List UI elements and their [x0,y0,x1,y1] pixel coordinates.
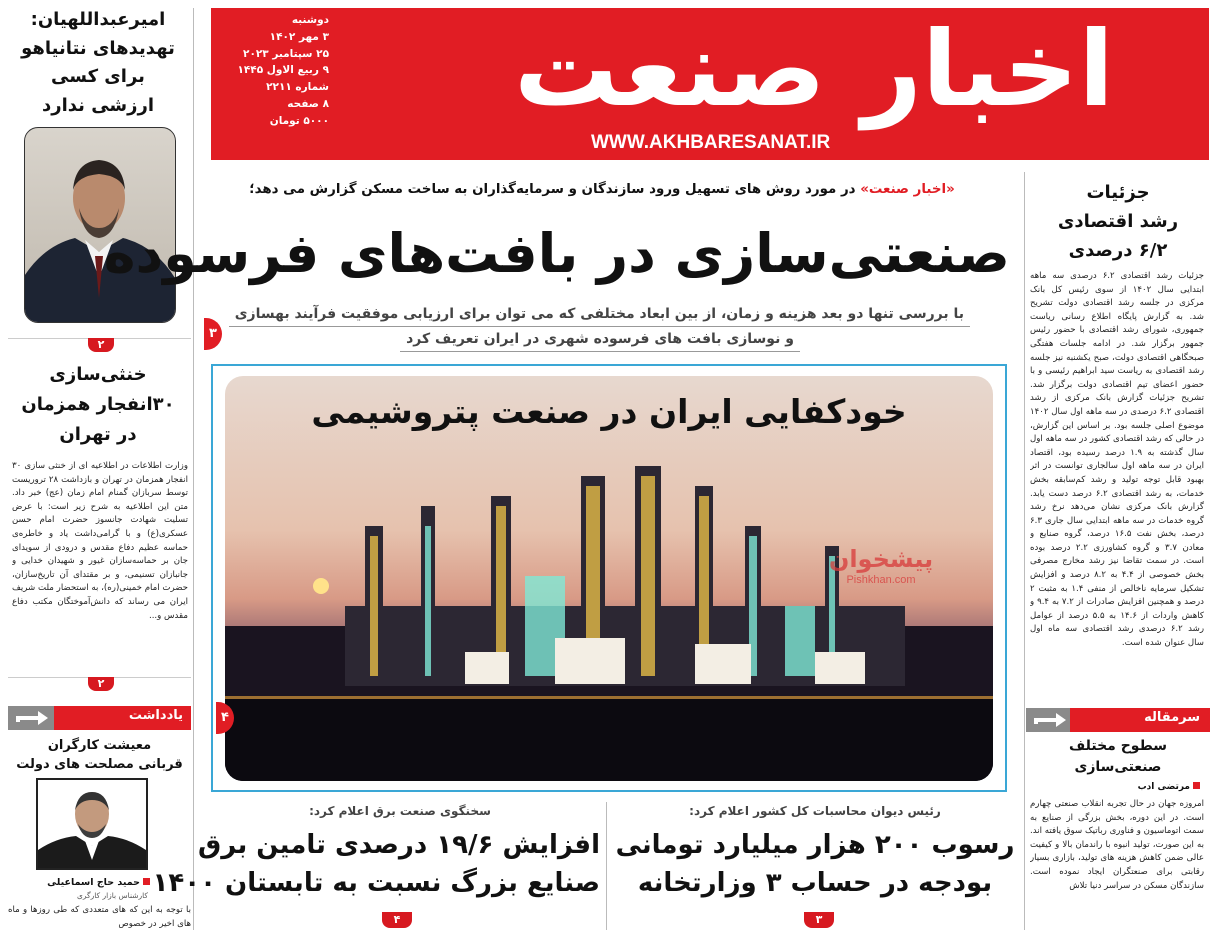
author-marker-icon [1193,782,1200,789]
note-title[interactable] [8,736,191,776]
bottom-left-page-badge[interactable]: ۴ [382,912,412,928]
left-top-title-line: امیرعبداللهیان: [30,9,166,30]
masthead-website: WWW.AKHBARESANAT.IR [591,132,831,153]
left-mid-title-line: در تهران [59,424,137,445]
left-top-page-badge[interactable]: ۲ [88,338,114,352]
bottom-left-headline-line: افزایش ۱۹/۶ درصدی تامین برق [198,830,600,860]
editorial-body: امروزه جهان در حال تجربه انقلاب صنعتی چهارم است. در این دوره، بخش بزرگی از صنایع به سمت اتوماسیون و فناوری رباتیک سوق یافته اند. به این صورت، تولید انبوه با راندمان بالا و کیفیت عالی ضمن کاهش هزینه های تولید، بازاری بسیار رقابتی برای صنعتگران ایجاد نموده است. سازندگان مسکن در سراسر دنیا تلاش [1030,799,1204,891]
left-mid-title-line: خنثی‌سازی [49,364,147,385]
watermark-text: پیشخوان [828,545,934,573]
author-marker-icon [143,878,150,885]
right-top-title-line: ۶/۲ درصدی [1068,240,1168,261]
left-top-title-line: تهدیدهای نتانیاهو [21,37,175,59]
issue-date-gregorian: ۲۵ سپتامبر ۲۰۲۳ [243,47,329,60]
masthead-logo: اخبار صنعت [514,8,1114,130]
arrow-icon [8,706,54,730]
author-photo [36,778,148,870]
arrow-icon [1026,708,1070,732]
editorial-section-bar [1026,708,1210,732]
main-subhead-line: و نوسازی بافت های فرسوده شهری در ایران تعریف کرد [400,327,800,352]
editorial-title-line: سطوح مختلف [1068,738,1167,754]
bottom-right-page-badge[interactable]: ۳ [804,912,834,928]
left-mid-body: وزارت اطلاعات در اطلاعیه ای از خنثی سازی ۳۰ انفجار همزمان در تهران و بازداشت ۲۸ تروریست توسط سربازان گمنام امام زمان (عج) خبر داد. متن این اطلاعیه به شرح زیر است: با عرض تسلیت شهادت جانسوز حضرت امام حسن عسکری(ع) و با گرامی‌داشت یاد و خاطره‌ی حماسه عظیم دفاع مقدس و درودی از سویدای جان بر حماسه‌سازان غیور و شهیدان خدایی و جانبازان تسنیمی، و بر مقتدای آن تاریخ‌سازان، حضرت امام خمینی(ره)، به استحضار ملت شریف ایران می رساند که دانش‌آموختگان مکتب دفاع مقدس و... [12,461,188,621]
bottom-right-headline-line: رسوب ۲۰۰ هزار میلیارد تومانی [615,830,1015,860]
bottom-right-headline-line: بودجه در حساب ۳ وزارتخانه [637,868,993,898]
masthead [211,8,1209,160]
main-subhead-line: با بررسی تنها دو بعد هزینه و زمان، از بین ابعاد مختلفی که می توان برای ارزیابی موفقیت فرآیند بهسازی [229,302,970,327]
issue-day: دوشنبه [291,14,329,26]
photo-story-page-badge[interactable]: ۴ [216,702,234,734]
main-subhead [230,302,970,354]
note-author [40,877,150,891]
issue-date-jalali: ۳ مهر ۱۴۰۲ [269,30,329,43]
bottom-left-headline[interactable] [152,826,600,906]
note-author-name: حمید حاج اسماعیلی [47,877,140,888]
watermark [821,544,941,604]
note-title-line: قربانی مصلحت های دولت [16,757,183,772]
main-story-page-badge[interactable]: ۳ [204,318,222,350]
bottom-left-kicker: سخنگوی صنعت برق اعلام کرد: [309,804,491,818]
bottom-left-headline-line: صنایع بزرگ نسبت به تابستان ۱۴۰۰ [152,868,600,898]
main-kicker [222,182,982,204]
editorial-title[interactable] [1028,736,1208,780]
photo-story-headline: خودکفایی ایران در صنعت پتروشیمی [311,392,907,431]
issue-date-hijri: ۹ ربیع الاول ۱۴۴۵ [237,64,329,77]
right-top-title[interactable] [1028,178,1208,268]
left-mid-title[interactable] [8,360,188,450]
editorial-author-name: مرتضی ادب [1137,782,1190,792]
left-mid-page-badge[interactable]: ۲ [88,677,114,691]
note-author-role: کارشناس بازار کارگری [77,891,148,900]
watermark-url: Pishkhan.com [846,574,916,586]
right-top-title-line: رشد اقتصادی [1057,211,1179,232]
note-body: با توجه به این که های متعددی که طی روزها و ماه های اخیر در خصوص [8,905,191,929]
left-mid-title-line: ۳۰انفجار همزمان [21,394,175,415]
left-top-title-line: برای کسی [51,66,145,87]
note-section-bar [8,706,191,730]
bottom-right-kicker: رئیس دیوان محاسبات کل کشور اعلام کرد: [689,804,941,818]
issue-number: شماره ۲۲۱۱ [266,81,329,94]
main-headline[interactable]: صنعتی‌سازی در بافت‌های فرسوده [103,222,1010,285]
right-top-title-line: جزئیات [1086,182,1150,203]
issue-info [217,12,329,158]
editorial-title-line: صنعتی‌سازی [1074,759,1162,775]
editorial-author [1100,782,1200,796]
right-top-body: جزئیات رشد اقتصادی ۶.۲ درصدی سه ماهه ابتدایی سال ۱۴۰۲ از سوی رئیس کل بانک مرکزی در جلسه رشد اقتصادی دولت تشریح شد. به گزارش پایگاه اطلاع رسانی ریاست جمهوری، شورای رشد اقتصادی با حضور رئیس جمهور برگزار شد. در ادامه جلسات هفتگی صبحگاهی اقتصادی دولت، صبح یکشنبه نیز جلسه رشد اقتصادی به ریاست سید ابراهیم رئیسی و با حضور اعضای تیم اقتصادی دولت برگزار شد. تشریح جزئیات گزارش بانک مرکزی از رشد اقتصادی ۶.۲ درصدی در سه ماهه اول سال ۱۴۰۲ موضوع اصلی جلسه بود. بر اساس این گزارش، در حالی که رشد اقتصادی کشور در سه ماهه اول سال گذشته به ۱.۹ درصد رسیده بود، اقتصاد ایران در سه ماهه اول سالجاری توانست در اثر بهبود قابل توجه تولید و رشد کم‌سابقه بخش خدمات، به رشد اقتصادی ۶.۲ درصد دست یابد. گزارش بانک مرکزی نشان می‌دهد نرخ رشد گروه خدمات در سه ماهه ابتدایی سال جاری ۶.۳ درصد، بخش نفت ۱۶.۵ درصد، گروه صنایع و معادن ۳.۷ و گروه کشاورزی ۲.۲ درصد بوده است. در سمت تقاضا نیز رشد مخارج مصرفی بخش خصوصی از ۴.۴ به ۸.۲ درصد و افزایش تشکیل سرمایه ناخالص از منفی ۱.۴ به مثبت ۲ درصد و همچنین افزایش صادرات از ۷.۲ به ۹.۴ و کاهش واردات از ۱۴.۶ به ۵.۵ درصد از عوامل رشد ۶.۲ درصدی رشد اقتصادی سه ماه اول سال عنوان شده است. [1030,271,1204,649]
left-top-title[interactable] [8,6,188,124]
issue-pages: ۸ صفحه [287,97,329,110]
issue-price: ۵۰۰۰ تومان [269,114,329,127]
editorial-section-label: سرمقاله [1144,710,1200,725]
main-kicker-brand: «اخبار صنعت» [860,182,955,197]
left-top-title-line: ارزشی ندارد [42,94,154,116]
note-title-line: معیشت کارگران [47,738,152,753]
main-kicker-text: در مورد روش های تسهیل ورود سازندگان و سرمایه‌گذاران به ساخت مسکن گزارش می دهد؛ [249,182,856,197]
petrochemical-photo[interactable] [225,376,993,781]
note-section-label: یادداشت [128,708,183,723]
bottom-right-headline[interactable] [612,826,1018,906]
